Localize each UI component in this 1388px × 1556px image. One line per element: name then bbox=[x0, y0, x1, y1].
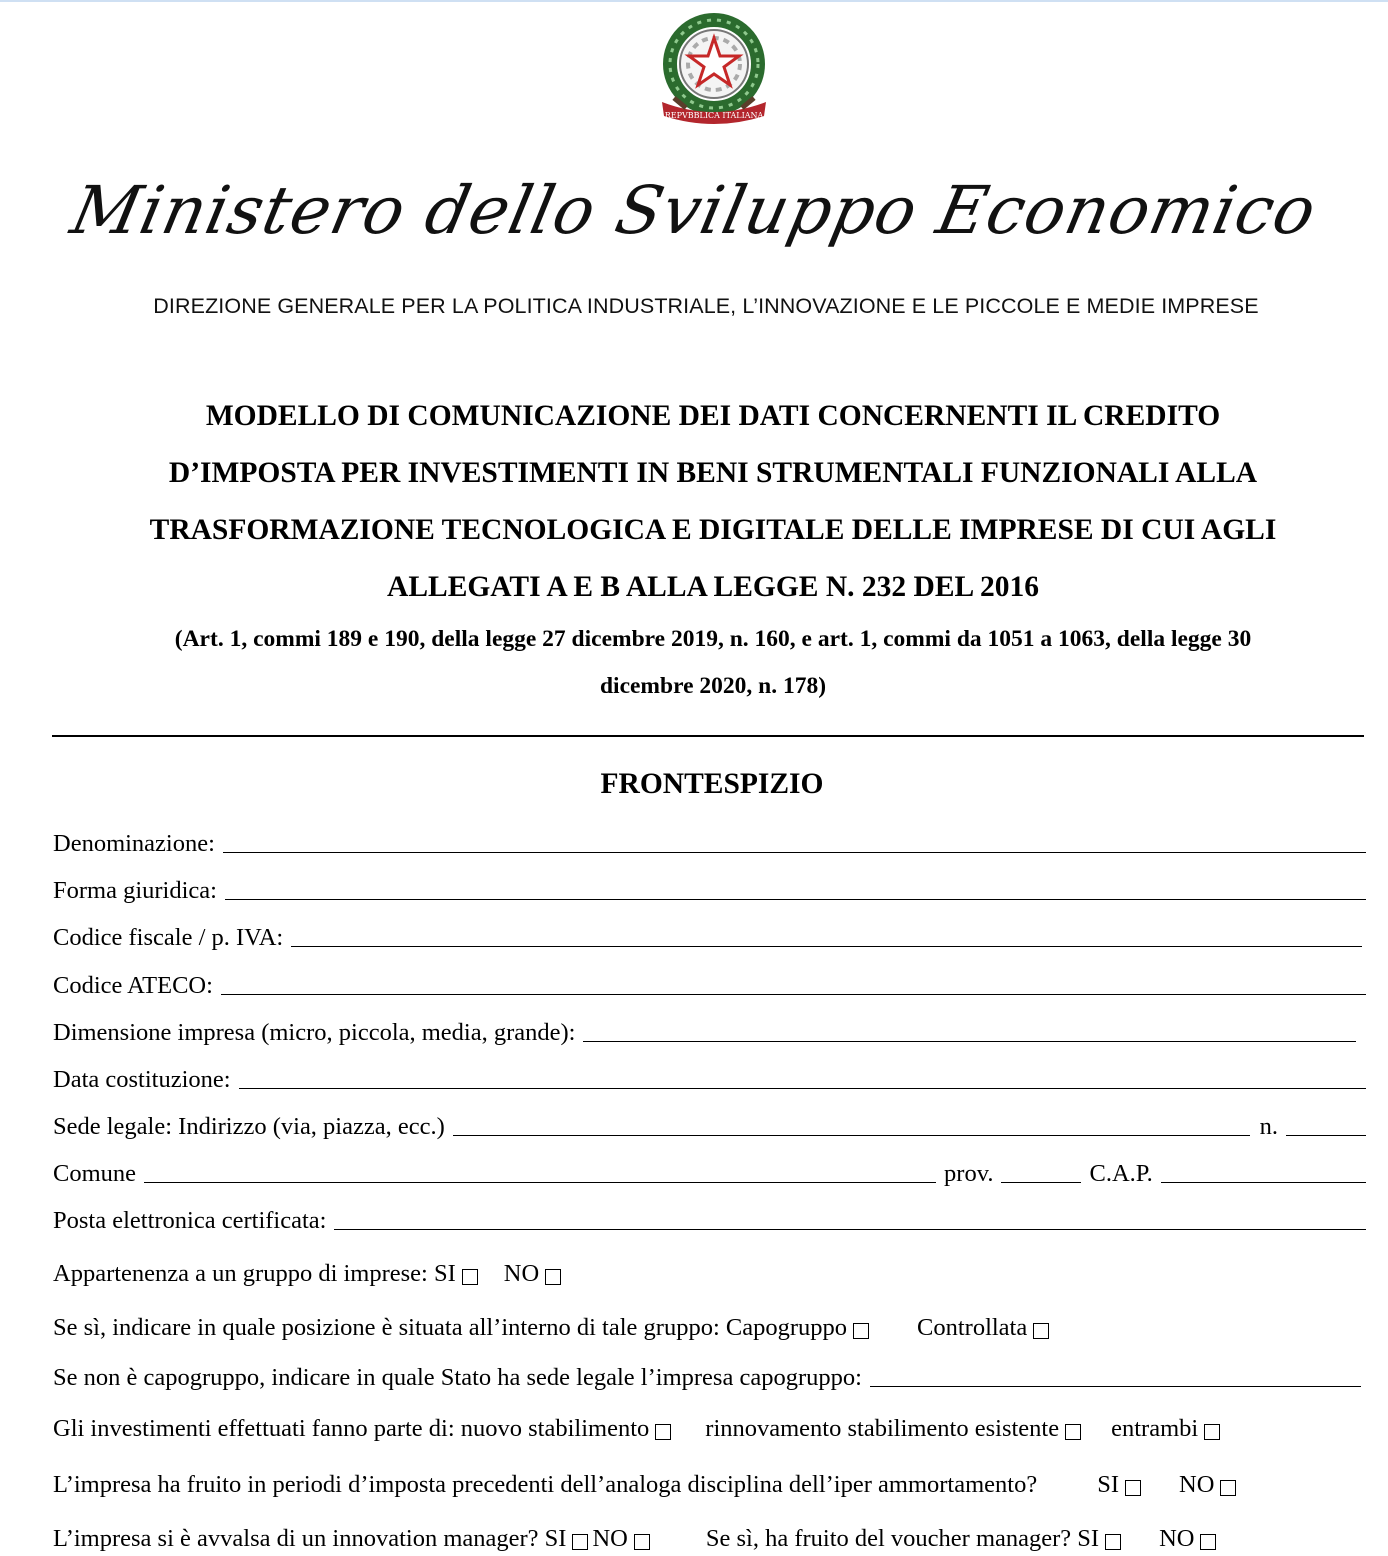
title-line: TRASFORMAZIONE TECNOLOGICA E DIGITALE DELLE IMPRESE DI CUI AGLI bbox=[149, 514, 1277, 546]
innovation-no-checkbox[interactable] bbox=[634, 1534, 650, 1550]
numero-field[interactable] bbox=[1286, 1131, 1366, 1136]
document-title bbox=[40, 388, 1386, 616]
iper-row bbox=[53, 1469, 1366, 1499]
prov-label: prov. bbox=[944, 1160, 994, 1187]
pec-label: Posta elettronica certificata: bbox=[53, 1207, 327, 1234]
innovation-row bbox=[53, 1523, 1366, 1553]
document-subtitle bbox=[40, 616, 1386, 710]
title-line: ALLEGATI A E B ALLA LEGGE N. 232 DEL 2016 bbox=[387, 571, 1039, 603]
italian-republic-emblem bbox=[652, 4, 776, 134]
subtitle-line: (Art. 1, commi 189 e 190, della legge 27 dicembre 2019, n. 160, e art. 1, commi da 1051 a 1063, della legge 30 bbox=[174, 626, 1252, 652]
forma-giuridica-label: Forma giuridica: bbox=[53, 877, 217, 904]
iper-si-label: SI bbox=[1097, 1471, 1120, 1498]
voucher-no-checkbox[interactable] bbox=[1200, 1534, 1216, 1550]
stato-capogruppo-label: Se non è capogruppo, indicare in quale Stato ha sede legale l’impresa capogruppo: bbox=[53, 1364, 862, 1391]
rinnovamento-checkbox[interactable] bbox=[1065, 1424, 1081, 1440]
stato-capogruppo-field[interactable] bbox=[870, 1382, 1361, 1387]
entrambi-checkbox[interactable] bbox=[1204, 1424, 1220, 1440]
iper-no-label: NO bbox=[1179, 1471, 1215, 1498]
posizione-label: Se sì, indicare in quale posizione è situata all’interno di tale gruppo: Capogruppo bbox=[53, 1314, 848, 1341]
stato-capogruppo-row bbox=[53, 1362, 1361, 1392]
title-line: D’IMPOSTA PER INVESTIMENTI IN BENI STRUMENTALI FUNZIONALI ALLA bbox=[168, 457, 1258, 489]
comune-field[interactable] bbox=[144, 1178, 936, 1183]
iper-si-checkbox[interactable] bbox=[1125, 1480, 1141, 1496]
controllata-label: Controllata bbox=[917, 1314, 1028, 1341]
directorate-name: DIREZIONE GENERALE PER LA POLITICA INDUSTRIALE, L’INNOVAZIONE E LE PICCOLE E MEDIE IMPRESE bbox=[153, 294, 1259, 318]
innovation-label: L’impresa si è avvalsa di un innovation manager? SI bbox=[53, 1525, 567, 1552]
posizione-row bbox=[53, 1312, 1366, 1342]
divider-rule bbox=[52, 735, 1364, 737]
cap-label: C.A.P. bbox=[1089, 1160, 1153, 1187]
iper-label: L’impresa ha fruito in periodi d’imposta precedenti dell’analoga disciplina dell’iper ammortamento? bbox=[53, 1471, 1038, 1498]
forma-giuridica-row bbox=[53, 875, 1366, 905]
gruppo-label: Appartenenza a un gruppo di imprese: SI bbox=[53, 1260, 456, 1287]
controllata-checkbox[interactable] bbox=[1033, 1323, 1049, 1339]
pec-row bbox=[53, 1205, 1366, 1235]
data-costituzione-label: Data costituzione: bbox=[53, 1066, 231, 1093]
prov-field[interactable] bbox=[1001, 1178, 1081, 1183]
pec-field[interactable] bbox=[334, 1225, 1366, 1230]
rinnovamento-label: rinnovamento stabilimento esistente bbox=[705, 1415, 1060, 1442]
iper-no-checkbox[interactable] bbox=[1220, 1480, 1236, 1496]
emblem-ribbon-text: REPVBBLICA ITALIANA bbox=[664, 111, 764, 120]
gruppo-no-checkbox[interactable] bbox=[545, 1269, 561, 1285]
capogruppo-checkbox[interactable] bbox=[853, 1323, 869, 1339]
voucher-label: Se sì, ha fruito del voucher manager? SI bbox=[705, 1525, 1100, 1552]
dimensione-row bbox=[53, 1017, 1356, 1047]
top-border bbox=[0, 0, 1388, 2]
denominazione-field[interactable] bbox=[223, 848, 1366, 853]
codice-fiscale-row bbox=[53, 922, 1362, 952]
gruppo-no-label: NO bbox=[503, 1260, 540, 1287]
innovation-no-label: NO bbox=[592, 1525, 628, 1552]
gruppo-row bbox=[53, 1258, 1366, 1288]
codice-ateco-row bbox=[53, 970, 1366, 1000]
dimensione-label: Dimensione impresa (micro, piccola, media, grande): bbox=[53, 1019, 576, 1046]
codice-fiscale-label: Codice fiscale / p. IVA: bbox=[53, 924, 284, 951]
nuovo-stabilimento-checkbox[interactable] bbox=[655, 1424, 671, 1440]
investimenti-row bbox=[53, 1413, 1366, 1443]
nuovo-stabilimento-label: Gli investimenti effettuati fanno parte di: nuovo stabilimento bbox=[53, 1415, 650, 1442]
data-costituzione-field[interactable] bbox=[239, 1084, 1366, 1089]
gruppo-si-checkbox[interactable] bbox=[462, 1269, 478, 1285]
sede-legale-label: Sede legale: Indirizzo (via, piazza, ecc.) bbox=[53, 1113, 445, 1140]
denominazione-label: Denominazione: bbox=[53, 830, 215, 857]
denominazione-row bbox=[53, 828, 1366, 858]
ministry-name: Ministero dello Sviluppo Economico bbox=[64, 172, 1324, 249]
voucher-no-label: NO bbox=[1159, 1525, 1195, 1552]
indirizzo-field[interactable] bbox=[453, 1131, 1250, 1136]
cap-field[interactable] bbox=[1161, 1178, 1366, 1183]
codice-fiscale-field[interactable] bbox=[291, 942, 1362, 947]
sede-legale-row bbox=[53, 1111, 1366, 1141]
comune-label: Comune bbox=[53, 1160, 137, 1187]
section-title: FRONTESPIZIO bbox=[600, 768, 824, 800]
data-costituzione-row bbox=[53, 1064, 1366, 1094]
comune-row bbox=[53, 1158, 1366, 1188]
subtitle-line: dicembre 2020, n. 178) bbox=[599, 673, 827, 699]
dimensione-field[interactable] bbox=[583, 1037, 1356, 1042]
entrambi-label: entrambi bbox=[1111, 1415, 1199, 1442]
codice-ateco-field[interactable] bbox=[221, 990, 1366, 995]
voucher-si-checkbox[interactable] bbox=[1105, 1534, 1121, 1550]
innovation-si-checkbox[interactable] bbox=[572, 1534, 588, 1550]
title-line: MODELLO DI COMUNICAZIONE DEI DATI CONCERNENTI IL CREDITO bbox=[205, 400, 1221, 432]
forma-giuridica-field[interactable] bbox=[225, 895, 1366, 900]
numero-label: n. bbox=[1259, 1113, 1278, 1140]
codice-ateco-label: Codice ATECO: bbox=[53, 972, 213, 999]
